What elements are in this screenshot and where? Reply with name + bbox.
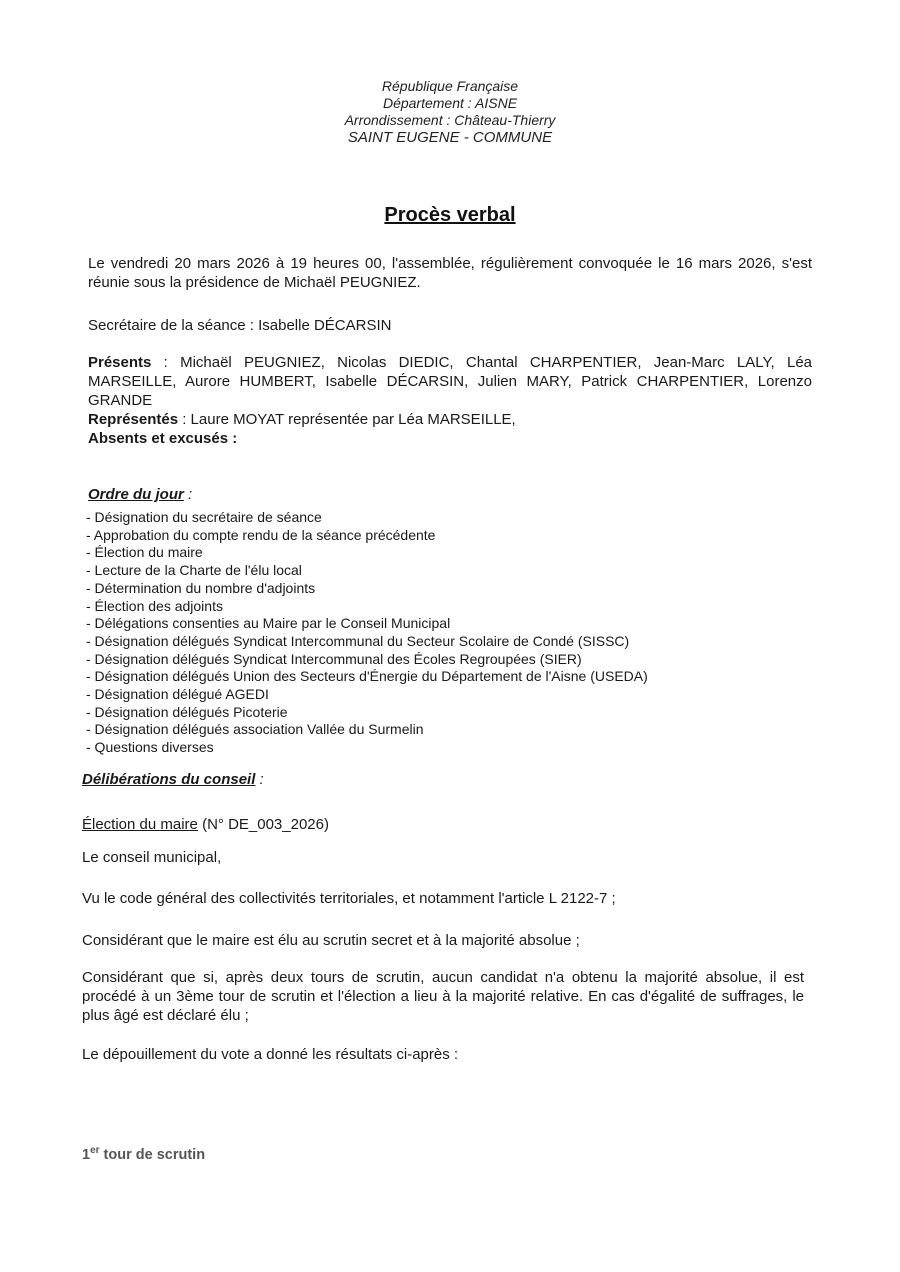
- absent-label: Absents et excusés: [88, 430, 229, 447]
- agenda-heading-suffix: :: [183, 486, 193, 503]
- agenda-item: - Délégations consenties au Maire par le Conseil Municipal: [86, 615, 451, 632]
- header-department: Département : AISNE: [382, 95, 518, 111]
- absent-line: [88, 429, 812, 448]
- represented-label: Représentés: [88, 411, 179, 428]
- deliberations-heading: [82, 771, 264, 788]
- document-header: [0, 78, 900, 146]
- election-title: [82, 815, 804, 834]
- header-commune: SAINT EUGENE - COMMUNE: [347, 129, 553, 146]
- presents-text: : Michaël PEUGNIEZ, Nicolas DIEDIC, Chantal CHARPENTIER, Jean-Marc LALY, Léa MARSEILLE, Aurore HUMBERT, Isabelle DÉCARSIN, Julien MARY, Patrick CHARPENTIER, Lorenzo GRANDE: [88, 354, 812, 409]
- agenda-item: - Désignation délégués association Vallée du Surmelin: [86, 721, 424, 738]
- agenda-item: - Élection du maire: [86, 544, 203, 561]
- agenda-item: - Désignation délégués Picoterie: [86, 703, 288, 720]
- page-title: Procès verbal: [384, 204, 516, 226]
- election-title-text: Élection du maire: [82, 816, 198, 833]
- agenda-heading: [88, 486, 192, 503]
- tour-heading: [82, 1145, 205, 1163]
- tour-label: tour de scrutin: [99, 1146, 206, 1163]
- conseil-line: Le conseil municipal,: [82, 849, 222, 866]
- vu-paragraph: Vu le code général des collectivités territoriales, et notamment l'article L 2122-7 ;: [82, 890, 616, 907]
- agenda-item: - Désignation délégués Syndicat Intercommunal du Secteur Scolaire de Condé (SISSC): [86, 632, 630, 649]
- absent-text: :: [228, 430, 238, 447]
- deliberations-heading-suffix: :: [255, 771, 264, 788]
- presents-label: Présents: [88, 354, 152, 371]
- agenda-item: - Désignation délégués Syndicat Intercommunal des Écoles Regroupées (SIER): [86, 650, 582, 667]
- presents-line: [88, 353, 812, 410]
- secretary-line: Secrétaire de la séance : Isabelle DÉCARSIN: [88, 317, 392, 334]
- attendance-block: [88, 353, 812, 448]
- agenda-item: - Désignation délégué AGEDI: [86, 686, 269, 703]
- tour-number: 1: [82, 1146, 91, 1163]
- represented-line: [88, 410, 812, 429]
- header-arrondissement: Arrondissement : Château-Thierry: [344, 112, 556, 128]
- represented-text: : Laure MOYAT représentée par Léa MARSEILLE,: [178, 411, 516, 428]
- election-reference: (N° DE_003_2026): [197, 816, 329, 833]
- agenda-item: - Désignation du secrétaire de séance: [86, 509, 322, 525]
- tour-ordinal: er: [90, 1145, 100, 1156]
- deliberations-heading-text: Délibérations du conseil: [82, 771, 256, 788]
- agenda-heading-text: Ordre du jour: [88, 486, 184, 503]
- agenda-item: - Questions diverses: [86, 739, 214, 756]
- agenda-item: - Approbation du compte rendu de la séance précédente: [86, 526, 436, 543]
- intro-paragraph: Le vendredi 20 mars 2026 à 19 heures 00, l'assemblée, régulièrement convoquée le 16 mars 2026, s'est réunie sous la présidence de Michaël PEUGNIEZ.: [88, 255, 812, 291]
- agenda-item: - Détermination du nombre d'adjoints: [86, 579, 316, 596]
- depouillement-paragraph: Le dépouillement du vote a donné les résultats ci-après :: [82, 1046, 459, 1063]
- considerant-paragraph-1: Considérant que le maire est élu au scrutin secret et à la majorité absolue ;: [82, 932, 580, 949]
- agenda-item: - Lecture de la Charte de l'élu local: [86, 562, 302, 579]
- agenda-item: - Élection des adjoints: [86, 597, 223, 614]
- agenda-item: - Désignation délégués Union des Secteurs d'Énergie du Département de l'Aisne (USEDA): [86, 668, 648, 685]
- considerant-paragraph-2: Considérant que si, après deux tours de scrutin, aucun candidat n'a obtenu la majorité absolue, il est procédé à un 3ème tour de scrutin et l'élection a lieu à la majorité relative. En cas d'égalité de suffrages, le plus âgé est déclaré élu ;: [82, 969, 804, 1024]
- agenda-list: [86, 509, 826, 757]
- header-republic: République Française: [381, 78, 519, 94]
